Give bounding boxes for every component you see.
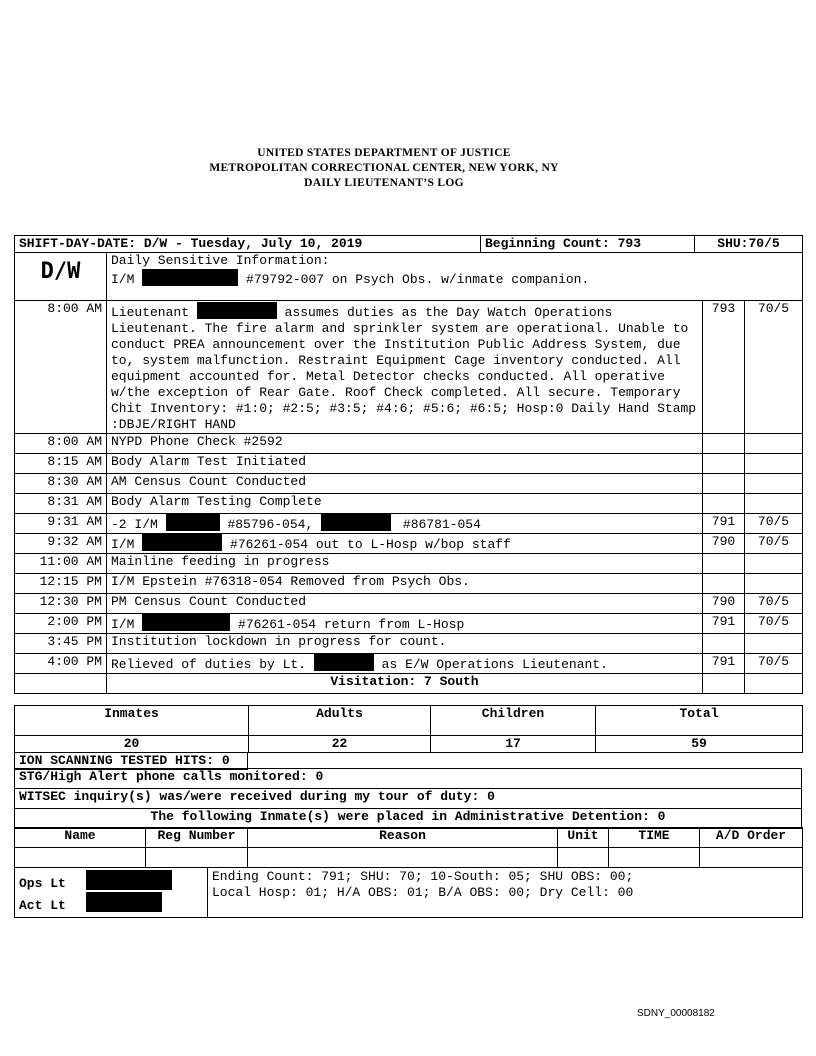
log-shu <box>745 434 803 454</box>
log-shu: 70/5 <box>745 614 803 634</box>
log-time: 12:30 PM <box>15 594 107 614</box>
log-shu <box>745 494 803 514</box>
admin-cell <box>700 848 803 868</box>
log-text: as E/W Operations Lieutenant. <box>381 657 608 672</box>
log-table <box>14 300 803 694</box>
log-text: assumes duties as the Day Watch Operations <box>284 305 613 320</box>
visitation-header: Inmates <box>15 706 249 736</box>
visitation-table <box>14 705 803 753</box>
log-text: #76261-054 return from L-Hosp <box>238 617 465 632</box>
summary-table <box>14 768 802 829</box>
visitation-header: Total <box>596 706 803 736</box>
sensitive-table <box>14 252 803 301</box>
log-text: I/M Epstein #76318-054 Removed from Psych Obs. <box>107 574 703 594</box>
log-row <box>15 514 803 534</box>
visitation-header: Adults <box>249 706 431 736</box>
log-row <box>15 574 803 594</box>
log-count: 791 <box>703 514 745 534</box>
log-row <box>15 474 803 494</box>
redaction-block <box>142 534 222 551</box>
log-time: 4:00 PM <box>15 654 107 674</box>
footer-table <box>14 867 803 918</box>
admin-header: A/D Order <box>700 828 803 848</box>
log-text: -2 I/M <box>111 517 158 532</box>
shift-date: SHIFT-DAY-DATE: D/W - Tuesday, July 10, 2019 <box>15 236 481 253</box>
log-text: Body Alarm Testing Complete <box>107 494 703 514</box>
log-row <box>15 614 803 634</box>
log-shu <box>745 634 803 654</box>
log-time: 8:30 AM <box>15 474 107 494</box>
admin-header: TIME <box>609 828 700 848</box>
visitation-row <box>15 674 803 694</box>
log-row <box>15 454 803 474</box>
log-shu <box>745 474 803 494</box>
log-text: Body Alarm Test Initiated <box>107 454 703 474</box>
beginning-count: Beginning Count: 793 <box>481 236 695 253</box>
redaction-block <box>86 892 162 912</box>
admin-cell <box>248 848 558 868</box>
log-text: #85796-054, <box>227 517 314 532</box>
admin-cell <box>558 848 609 868</box>
admin-header: Reg Number <box>146 828 248 848</box>
stg-calls: STG/High Alert phone calls monitored: 0 <box>15 769 802 789</box>
log-text: NYPD Phone Check #2592 <box>107 434 703 454</box>
log-count <box>703 494 745 514</box>
log-text: I/M <box>111 537 135 552</box>
admin-table <box>14 827 803 868</box>
log-text: AM Census Count Conducted <box>107 474 703 494</box>
log-shu: 70/5 <box>745 594 803 614</box>
sensitive-line <box>111 269 798 288</box>
redaction-block <box>197 302 277 319</box>
log-text: #86781-054 <box>402 517 481 532</box>
header-line-3: DAILY LIEUTENANT’S LOG <box>304 177 464 189</box>
log-count <box>703 634 745 654</box>
log-row <box>15 301 803 434</box>
log-count: 791 <box>703 614 745 634</box>
log-time: 12:15 PM <box>15 574 107 594</box>
ops-lt-label: Ops Lt <box>19 876 66 891</box>
log-text: Lieutenant. The fire alarm and sprinkler system are operational. Unable to conduct PREA announcement over the Institution Public Address System, due to, system malfunction. Restraint Equipment Cage inventory conducted. All equipment accounted for. Metal Detector checks conducted. All operative w/the exception of Rear Gate. Roof Check completed. All secure. Temporary Chit Inventory: #1:0; #2:5; #3:5; #4:6; #5:6; #6:5; Hosp:0 Daily Hand Stamp :DBJE/RIGHT HAND <box>111 321 697 432</box>
log-text: I/M <box>111 617 135 632</box>
sensitive-title: Daily Sensitive Information: <box>111 253 330 268</box>
sensitive-prefix: I/M <box>111 272 135 287</box>
log-time: 11:00 AM <box>15 554 107 574</box>
shift-code: D/W <box>15 253 107 301</box>
admin-detention-title: The following Inmate(s) were placed in Administrative Detention: 0 <box>15 809 802 829</box>
redaction-block <box>142 614 230 631</box>
log-count <box>703 554 745 574</box>
log-count: 793 <box>703 301 745 434</box>
log-shu: 70/5 <box>745 654 803 674</box>
header-line-2: METROPOLITAN CORRECTIONAL CENTER, NEW YORK, NY <box>209 162 559 174</box>
shift-header-table <box>14 235 803 253</box>
log-count: 790 <box>703 594 745 614</box>
log-text: Relieved of duties by Lt. <box>111 657 307 672</box>
log-count <box>703 454 745 474</box>
admin-cell <box>15 848 146 868</box>
log-text: Lieutenant <box>111 305 190 320</box>
log-shu <box>745 554 803 574</box>
header-line-1: UNITED STATES DEPARTMENT OF JUSTICE <box>257 147 511 159</box>
log-time: 2:00 PM <box>15 614 107 634</box>
redaction-block <box>314 654 374 671</box>
redaction-block <box>86 870 172 890</box>
log-time: 8:00 AM <box>15 434 107 454</box>
admin-cell <box>609 848 700 868</box>
visitation-value: 20 <box>15 736 249 753</box>
log-row <box>15 534 803 554</box>
admin-header: Name <box>15 828 146 848</box>
log-count <box>703 574 745 594</box>
log-row <box>15 594 803 614</box>
redaction-block <box>321 514 391 531</box>
ion-scanning: ION SCANNING TESTED HITS: 0 <box>15 753 248 770</box>
log-time: 8:31 AM <box>15 494 107 514</box>
log-shu: 70/5 <box>745 301 803 434</box>
act-lt-line <box>19 892 203 914</box>
log-time: 9:32 AM <box>15 534 107 554</box>
shu-count: SHU:70/5 <box>695 236 803 253</box>
log-text: PM Census Count Conducted <box>107 594 703 614</box>
witsec-inquiries: WITSEC inquiry(s) was/were received during my tour of duty: 0 <box>15 789 802 809</box>
log-count: 791 <box>703 654 745 674</box>
log-count <box>703 434 745 454</box>
log-row <box>15 554 803 574</box>
log-row <box>15 654 803 674</box>
visitation-value: 22 <box>249 736 431 753</box>
admin-header: Reason <box>248 828 558 848</box>
visitation-value: 59 <box>596 736 803 753</box>
redaction-block <box>142 269 238 286</box>
ending-count: Ending Count: 791; SHU: 70; 10-South: 05; SHU OBS: 00; <box>212 869 634 884</box>
log-time: 9:31 AM <box>15 514 107 534</box>
log-shu <box>745 574 803 594</box>
ops-lt-line <box>19 870 203 892</box>
act-lt-label: Act Lt <box>19 898 66 913</box>
log-row <box>15 434 803 454</box>
redaction-block <box>166 514 220 531</box>
log-shu <box>745 454 803 474</box>
log-row <box>15 634 803 654</box>
log-time: 8:00 AM <box>15 301 107 434</box>
log-time: 3:45 PM <box>15 634 107 654</box>
log-text: Institution lockdown in progress for count. <box>107 634 703 654</box>
visitation-header: Children <box>431 706 596 736</box>
visitation-title: Visitation: 7 South <box>107 674 703 694</box>
log-row <box>15 494 803 514</box>
log-text: Mainline feeding in progress <box>107 554 703 574</box>
log-shu: 70/5 <box>745 534 803 554</box>
log-time: 8:15 AM <box>15 454 107 474</box>
admin-cell <box>146 848 248 868</box>
log-count: 790 <box>703 534 745 554</box>
visitation-value: 17 <box>431 736 596 753</box>
admin-header: Unit <box>558 828 609 848</box>
hosp-summary: Local Hosp: 01; H/A OBS: 01; B/A OBS: 00; Dry Cell: 00 <box>212 885 634 900</box>
log-count <box>703 474 745 494</box>
bates-number: SDNY_00008182 <box>637 1008 715 1019</box>
sensitive-text: #79792-007 on Psych Obs. w/inmate companion. <box>246 272 590 287</box>
log-shu: 70/5 <box>745 514 803 534</box>
log-text: #76261-054 out to L-Hosp w/bop staff <box>230 537 511 552</box>
